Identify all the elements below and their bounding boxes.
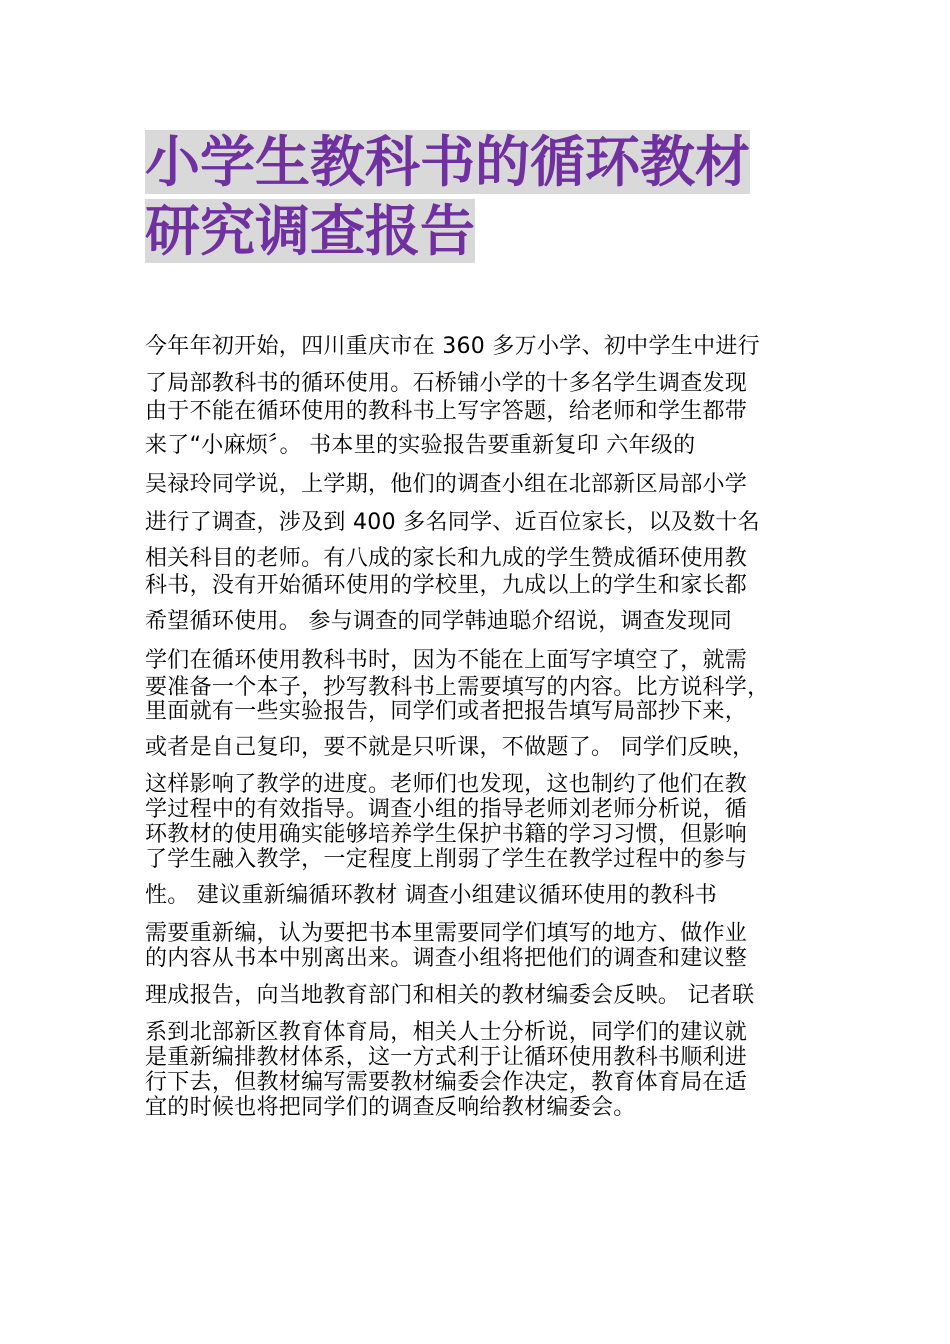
- body-line: 学们在循环使用教科书时，因为不能在上面写字填空了，就需: [145, 648, 748, 673]
- body-line: 了学生融入教学，一定程度上削弱了学生在教学过程中的参与: [145, 847, 748, 872]
- body-line: 需要重新编，认为要把书本里需要同学们填写的地方、做作业: [145, 921, 748, 946]
- body-line: 相关科目的老师。有八成的家长和九成的学生赞成循环使用教: [145, 546, 748, 571]
- body-line: 理成报告，向当地教育部门和相关的教材编委会反映。 记者联: [145, 983, 755, 1008]
- body-line: 是重新编排教材体系，这一方式利于让循环使用教科书顺利进: [145, 1045, 748, 1070]
- title-line-1: 小学生教科书的循环教材: [145, 130, 751, 194]
- body-line: 科书，没有开始循环使用的学校里，九成以上的学生和家长都: [145, 573, 748, 598]
- body-line: 今年年初开始，四川重庆市在 360 多万小学、初中学生中进行: [145, 334, 760, 359]
- body-line: 进行了调查，涉及到 400 多名同学、近百位家长，以及数十名: [145, 510, 760, 535]
- body-line: 环教材的使用确实能够培养学生保护书籍的学习习惯，但影响: [145, 822, 748, 847]
- body-line: 里面就有一些实验报告，同学们或者把报告填写局部抄下来，: [145, 699, 748, 724]
- body-line: 希望循环使用。 参与调查的同学韩迪聪介绍说，调查发现同: [145, 609, 733, 634]
- body-line: 这样影响了教学的进度。老师们也发现，这也制约了他们在教: [145, 772, 748, 797]
- document-title: [145, 128, 825, 266]
- body-line: 学过程中的有效指导。调查小组的指导老师刘老师分析说，循: [145, 797, 748, 822]
- body-line: 宜的时候也将把同学们的调查反响给教材编委会。: [145, 1095, 636, 1120]
- body-line: 由于不能在循环使用的教科书上写字答题，给老师和学生都带: [145, 399, 748, 424]
- body-line: 性。 建议重新编循环教材 调查小组建议循环使用的教科书: [145, 883, 718, 908]
- title-line-2: 研究调查报告: [145, 199, 476, 263]
- body-line: 要准备一个本子，抄写教科书上需要填写的内容。比方说科学，: [145, 675, 770, 700]
- body-line: 行下去，但教材编写需要教材编委会作决定，教育体育局在适: [145, 1070, 748, 1095]
- body-line: 或者是自己复印，要不就是只听课，不做题了。 同学们反映，: [145, 735, 755, 760]
- body-line: 了局部教科书的循环使用。石桥铺小学的十多名学生调查发现: [145, 371, 748, 396]
- body-line: 吴禄玲同学说，上学期，他们的调查小组在北部新区局部小学: [145, 472, 748, 497]
- body-line: 来了“小麻烦〞。 书本里的实验报告要重新复印 六年级的: [145, 433, 696, 458]
- body-line: 系到北部新区教育体育局，相关人士分析说，同学们的建议就: [145, 1020, 748, 1045]
- body-line: 的内容从书本中别离出来。调查小组将把他们的调查和建议整: [145, 946, 748, 971]
